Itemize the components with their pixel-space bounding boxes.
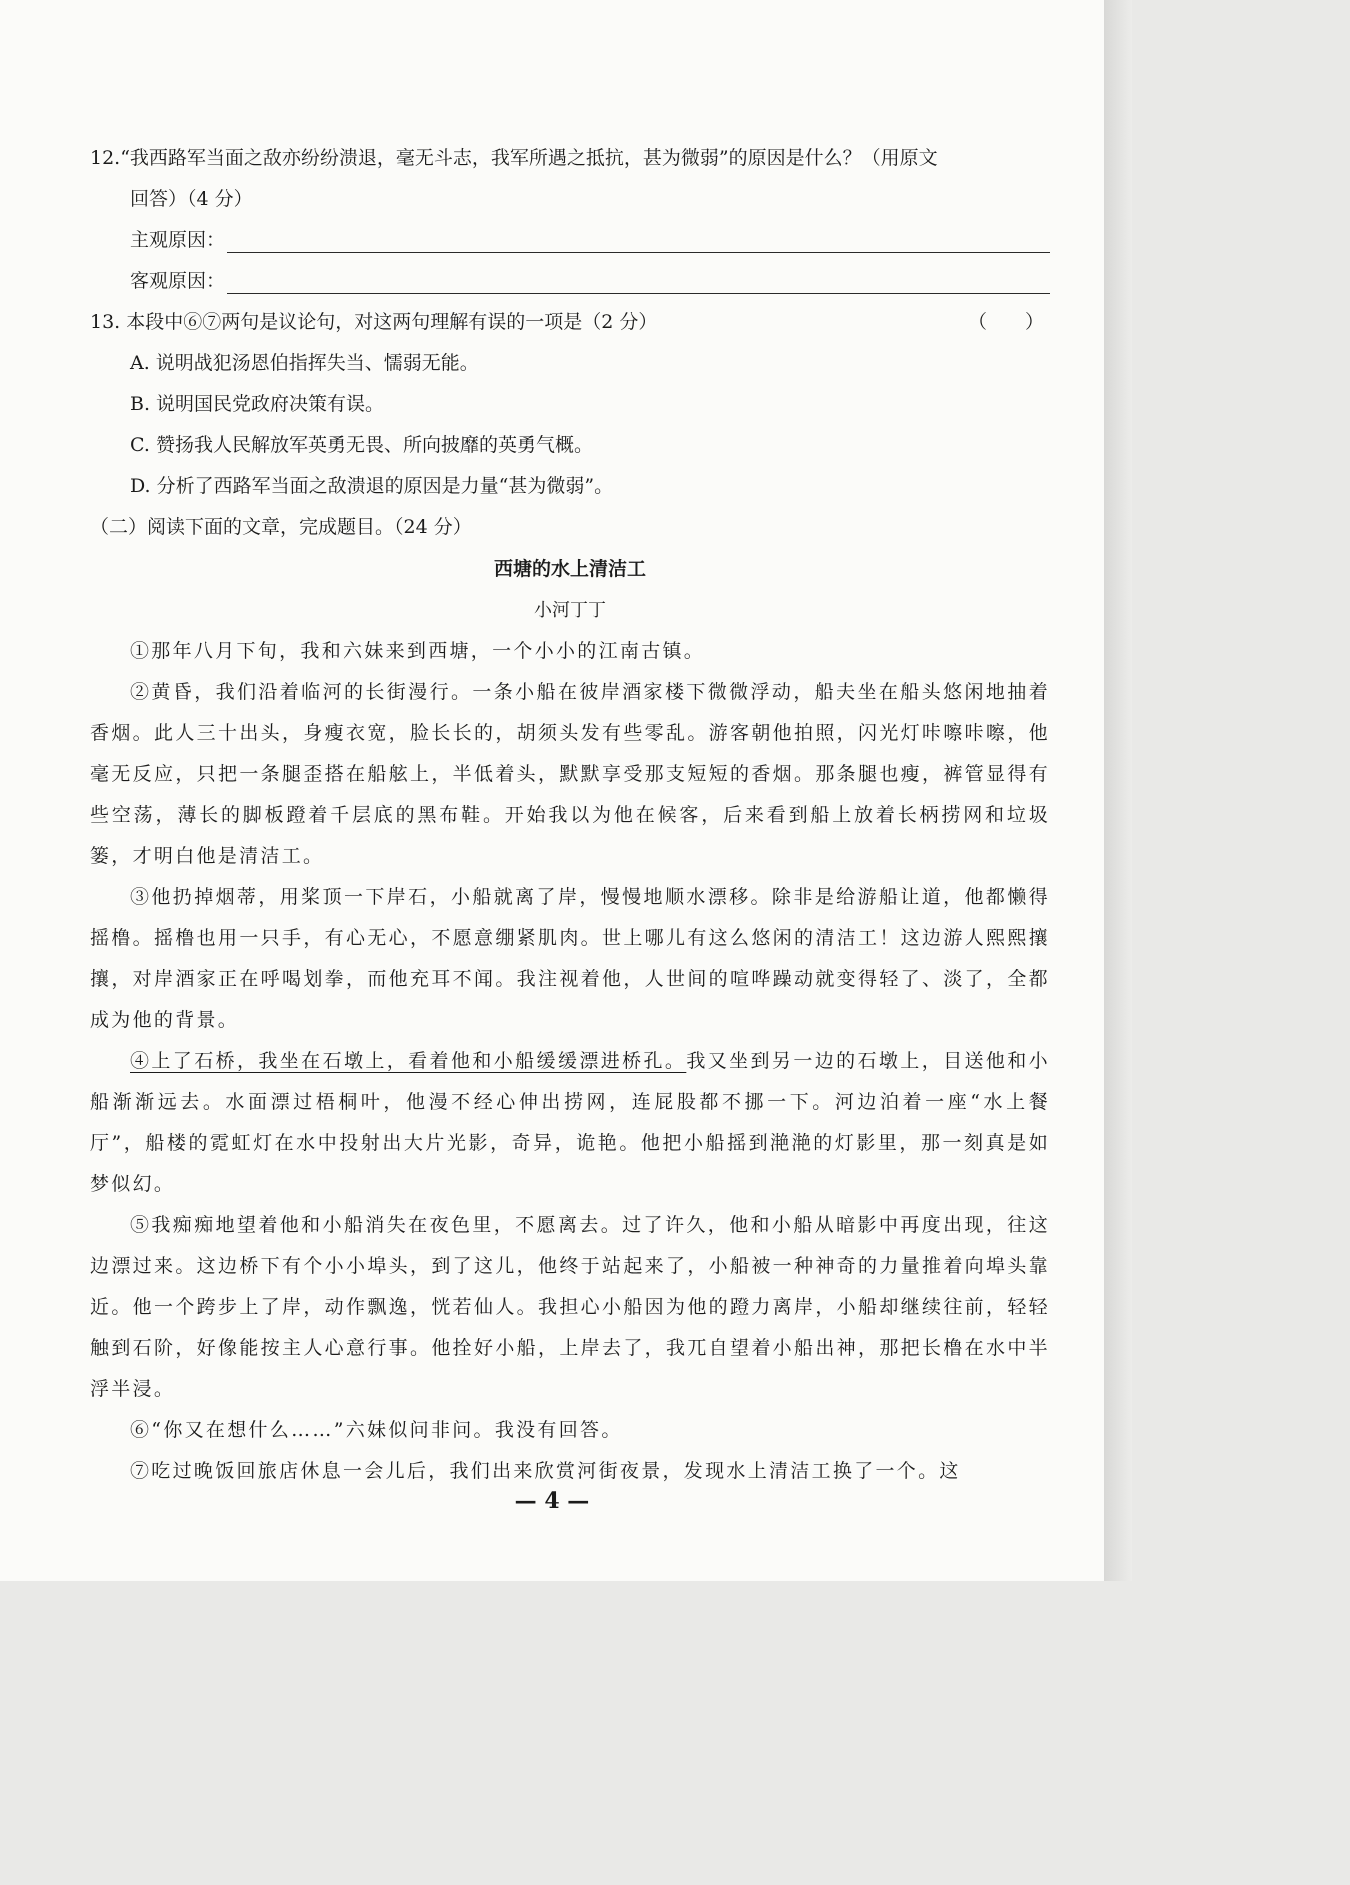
section-2-heading: （二）阅读下面的文章，完成题目。（24 分） [90,516,472,538]
option-d: D. 分析了西路军当面之敌溃退的原因是力量“甚为微弱”。 [130,475,614,497]
page-edge-shadow [1104,0,1132,1581]
question-13-stem: 13. 本段中⑥⑦两句是议论句，对这两句理解有误的一项是（2 分） [90,311,658,333]
article-author: 小河丁丁 [534,600,606,621]
paragraph-4-underlined-sentence: ④上了石桥，我坐在石墩上，看着他和小船缓缓漂进桥孔。 [130,1050,687,1072]
page-content [90,138,1050,1492]
subjective-reason-answer-line[interactable] [227,226,1050,253]
question-12-line-2: 回答）（4 分） [130,188,253,210]
paragraph-4-rest: 我又坐到另一边的石墩上，目送他和小船渐渐远去。水面漂过梧桐叶，他漫不经心伸出捞网，连屁股都不挪一下。河边泊着一座“水上餐厅”，船楼的霓虹灯在水中投射出大片光影，奇异，诡艳。他把小船摇到滟滟的灯影里，那一刻真是如梦似幻。 [90,1050,1050,1195]
objective-reason-answer-line[interactable] [227,267,1050,294]
paragraph-7: ⑦吃过晚饭回旅店休息一会儿后，我们出来欣赏河街夜景，发现水上清洁工换了一个。这 [130,1460,961,1482]
subjective-reason-label: 主观原因： [130,229,226,251]
question-13-stem-row [90,302,1050,343]
question-13-answer-parentheses[interactable]: （ ） [967,311,1044,333]
article-title: 西塘的水上清洁工 [493,558,646,580]
paragraph-6: ⑥“你又在想什么……”六妹似问非问。我没有回答。 [130,1419,623,1441]
objective-reason-row [90,261,1050,302]
paragraph-4 [90,1041,1050,1205]
question-12-line-1: 12.“我西路军当面之敌亦纷纷溃退，毫无斗志，我军所遇之抵抗，甚为微弱”的原因是什么？（用原文 [90,147,938,169]
subjective-reason-row [90,220,1050,261]
option-a: A. 说明战犯汤恩伯指挥失当、懦弱无能。 [130,352,479,374]
option-c: C. 赞扬我人民解放军英勇无畏、所向披靡的英勇气概。 [130,434,593,456]
paragraph-5: ⑤我痴痴地望着他和小船消失在夜色里，不愿离去。过了许久，他和小船从暗影中再度出现，往这边漂过来。这边桥下有个小小埠头，到了这儿，他终于站起来了，小船被一种神奇的力量推着向埠头靠近。他一个跨步上了岸，动作飘逸，恍若仙人。我担心小船因为他的蹬力离岸，小船却继续往前，轻轻触到石阶，好像能按主人心意行事。他拴好小船，上岸去了，我兀自望着小船出神，那把长橹在水中半浮半浸。 [90,1214,1050,1400]
paragraph-2: ②黄昏，我们沿着临河的长街漫行。一条小船在彼岸酒家楼下微微浮动，船夫坐在船头悠闲地抽着香烟。此人三十出头，身瘦衣宽，脸长长的，胡须头发有些零乱。游客朝他拍照，闪光灯咔嚓咔嚓，他毫无反应，只把一条腿歪搭在船舷上，半低着头，默默享受那支短短的香烟。那条腿也瘦，裤管显得有些空荡，薄长的脚板蹬着千层底的黑布鞋。开始我以为他在候客，后来看到船上放着长柄捞网和垃圾篓，才明白他是清洁工。 [90,681,1050,867]
option-b: B. 说明国民党政府决策有误。 [130,393,385,415]
paragraph-1: ①那年八月下旬，我和六妹来到西塘，一个小小的江南古镇。 [130,640,706,662]
objective-reason-label: 客观原因： [130,270,226,292]
paragraph-3: ③他扔掉烟蒂，用桨顶一下岸石，小船就离了岸，慢慢地顺水漂移。除非是给游船让道，他都懒得摇橹。摇橹也用一只手，有心无心，不愿意绷紧肌肉。世上哪儿有这么悠闲的清洁工！这边游人熙熙攘攘，对岸酒家正在呼喝划拳，而他充耳不闻。我注视着他，人世间的喧哗躁动就变得轻了、淡了，全都成为他的背景。 [90,886,1050,1031]
page-number: — 4 — [514,1488,590,1514]
